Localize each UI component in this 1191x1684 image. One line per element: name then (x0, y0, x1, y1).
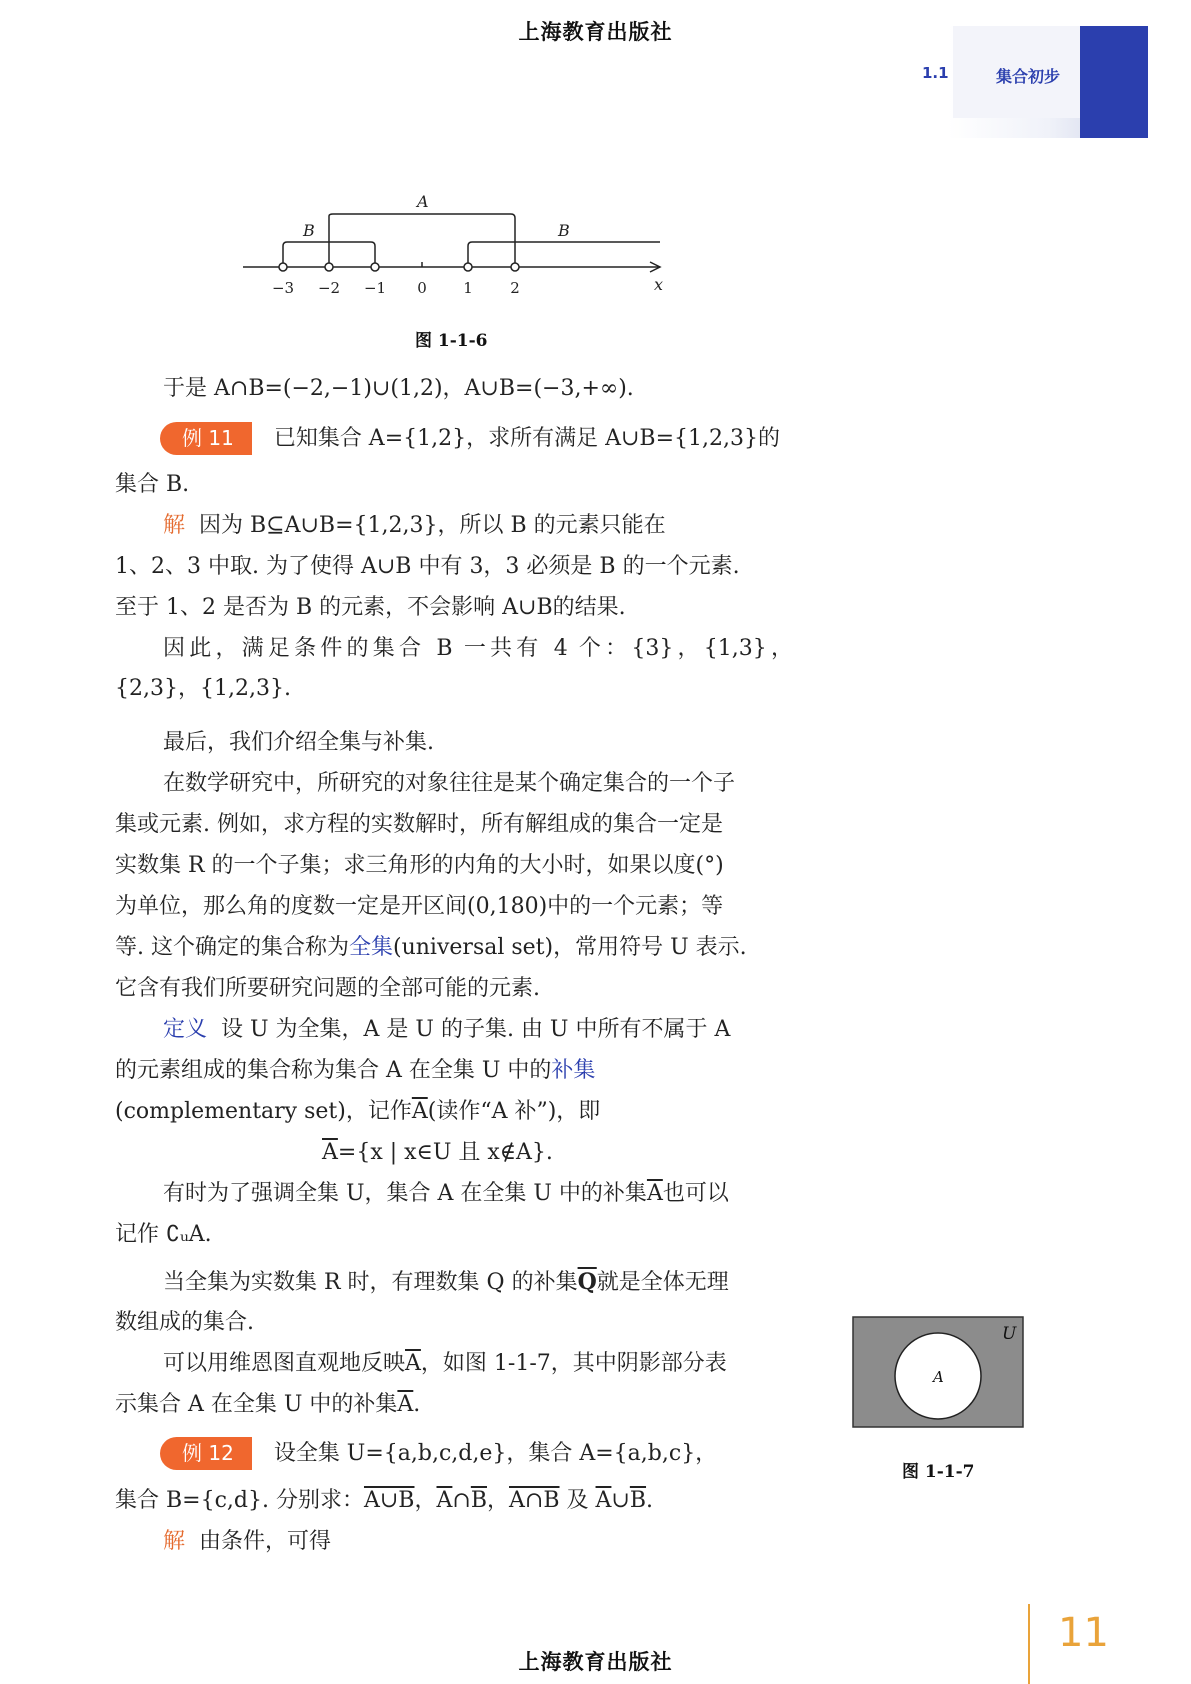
page-number: 11 (1058, 1610, 1109, 1656)
tick-label: 2 (510, 279, 520, 297)
example-11-question (160, 422, 790, 455)
text-line: 示集合 A 在全集 U 中的补集$\overline{A}$. (115, 1392, 421, 1417)
publisher-header: 上海教育出版社 (518, 20, 673, 44)
figure-caption-7: 图 1-1-7 (902, 1462, 975, 1482)
interval-A-bracket (329, 214, 515, 267)
endpoint-minus-3 (279, 263, 287, 271)
text-line: 实数集 R 的一个子集；求三角形的内角的大小时，如果以度(°) (115, 853, 724, 878)
tick-label: 0 (417, 279, 427, 297)
section-number: 1.1 (922, 64, 949, 82)
text-line: 1、2、3 中取. 为了使得 A∪B 中有 3，3 必须是 B 的一个元素. (115, 554, 740, 579)
text-line: 因此，满足条件的集合 B 一共有 4 个：{3}，{1,3}， (163, 636, 793, 661)
text-line: {2,3}，{1,2,3}. (115, 676, 291, 701)
section-title: 集合初步 (996, 67, 1061, 86)
definition-keyword: 定义 (163, 1017, 208, 1042)
definition-line: 定义 设 U 为全集，A 是 U 的子集. 由 U 中所有不属于 A (163, 1017, 731, 1042)
term-complement: 补集 (551, 1058, 596, 1083)
example-12-targets: 集合 B={c,d}. 分别求：A∪B，$\overline{A}\cap\overline{B}$，A∩B 及 $\overline{A}\cup\overline{B}$. (115, 1488, 654, 1513)
text-line: 集或元素. 例如，求方程的实数解时，所有解组成的集合一定是 (115, 812, 723, 837)
solution-line-12: 解 由条件，可得 (163, 1529, 332, 1554)
solution-keyword: 解 (163, 1529, 186, 1554)
text-line: 当全集为实数集 R 时，有理数集 Q 的补集$\overline{Q}$就是全体无理 (163, 1269, 729, 1295)
tick-label: −1 (363, 279, 387, 297)
endpoint-minus-2 (325, 263, 333, 271)
text-line: 已知集合 A={1,2}，求所有满足 A∪B={1,2,3}的 (273, 426, 780, 451)
example-12-badge: 例 12 (160, 1437, 252, 1470)
publisher-footer: 上海教育出版社 (518, 1650, 673, 1674)
text-line: 于是 A∩B=(−2,−1)∪(1,2)，A∪B=(−3,+∞). (163, 376, 634, 401)
interval-B-right-bracket (468, 242, 660, 267)
text-line: 为单位，那么角的度数一定是开区间(0,180)中的一个元素；等 (115, 894, 724, 919)
text-line: 因为 B⊆A∪B={1,2,3}，所以 B 的元素只能在 (199, 513, 666, 538)
complement-formula: $\overline{A}=\{x$ | x∈U 且 x∉A}. (322, 1140, 553, 1165)
solution-line (163, 511, 793, 541)
label-B-left: B (303, 221, 315, 240)
solution-keyword: 解 (163, 513, 186, 538)
number-line-figure (235, 190, 675, 300)
tick-label: −3 (271, 279, 295, 297)
text-line: 记作 ∁ᵤA. (115, 1222, 212, 1247)
term-universal-set: 全集 (349, 935, 394, 960)
text-line: 在数学研究中，所研究的对象往往是某个确定集合的一个子 (163, 771, 736, 796)
endpoint-2 (511, 263, 519, 271)
example-11-badge: 例 11 (160, 422, 252, 455)
venn-label-A: A (933, 1368, 944, 1386)
venn-diagram-figure (852, 1316, 1024, 1430)
tick-label: −2 (317, 279, 341, 297)
complement-A-symbol: $\overline{A}$ (411, 1099, 428, 1124)
axis-label-x: x (654, 275, 664, 294)
example-12-question: 例 12 设全集 U={a,b,c,d,e}，集合 A={a,b,c}， (160, 1437, 790, 1470)
endpoint-1 (464, 263, 472, 271)
text-line: 集合 B. (115, 472, 190, 497)
notation-line: (complementary set)，记作$\overline{A}$(读作“A 补”)，即 (115, 1099, 601, 1124)
label-A: A (417, 192, 429, 211)
figure-caption-6: 图 1-1-6 (415, 331, 488, 351)
text-line: 最后，我们介绍全集与补集. (163, 730, 434, 755)
venn-label-U: U (1002, 1324, 1017, 1344)
header-blue-bar (1080, 26, 1148, 138)
tick-label: 1 (463, 279, 473, 297)
text-line: 数组成的集合. (115, 1310, 254, 1335)
text-line: 它含有我们所要研究问题的全部可能的元素. (115, 976, 540, 1001)
text-line: 可以用维恩图直观地反映$\overline{A}$，如图 1-1-7，其中阴影部分表 (163, 1351, 727, 1376)
text-line: 有时为了强调全集 U，集合 A 在全集 U 中的补集$\overline{A}$也可以 (163, 1181, 729, 1206)
universal-set-line: 等. 这个确定的集合称为全集(universal set)，常用符号 U 表示. (115, 935, 747, 960)
label-B-right: B (558, 221, 570, 240)
text-line: 至于 1、2 是否为 B 的元素，不会影响 A∪B的结果. (115, 595, 626, 620)
endpoint-minus-1 (371, 263, 379, 271)
complement-definition-line: 的元素组成的集合称为集合 A 在全集 U 中的补集 (115, 1058, 596, 1083)
